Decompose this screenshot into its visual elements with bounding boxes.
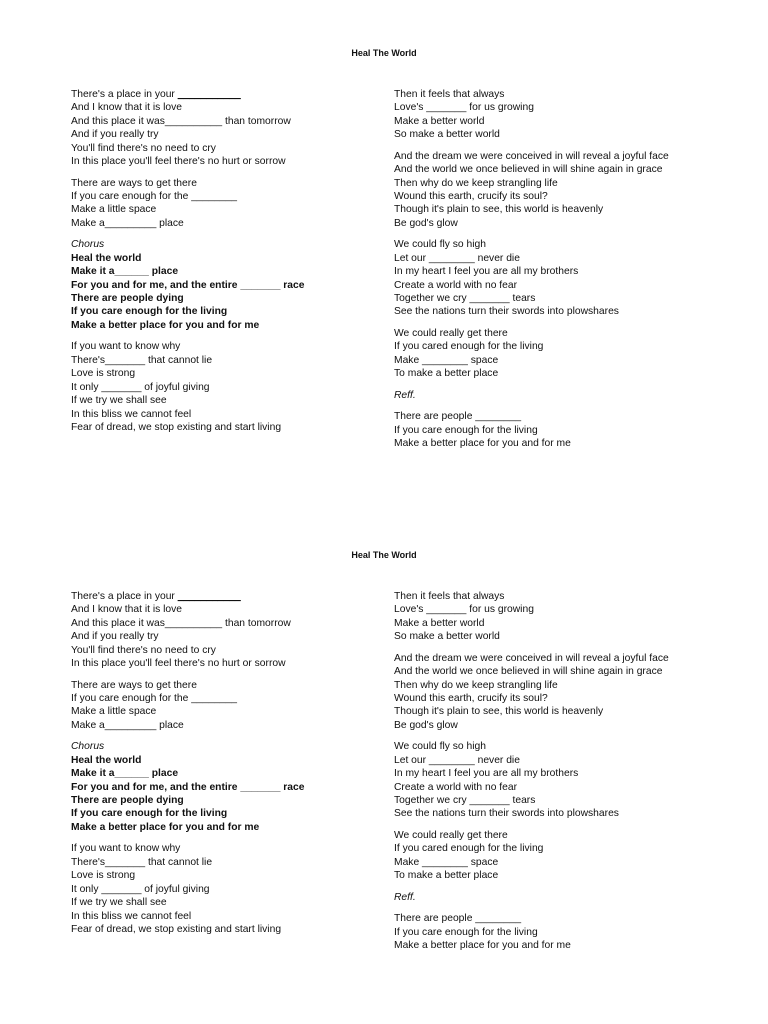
lyric-text: There are people ________ [394, 411, 522, 423]
lyric-text: Then it feels that always [394, 89, 505, 100]
lyric-line [394, 856, 714, 869]
lyric-line [71, 590, 371, 603]
lyric-line [71, 421, 371, 434]
lyric-text: There are ways to get there [71, 177, 197, 189]
lyric-line [394, 754, 714, 767]
worksheet-copy [0, 502, 768, 1002]
lyric-text: Then why do we keep strangling life [394, 177, 558, 189]
lyric-text: Make a better world [394, 617, 485, 629]
lyric-line [71, 279, 371, 292]
stanza [71, 340, 371, 434]
stanza [394, 740, 714, 820]
stanza [71, 238, 371, 332]
lyric-line [394, 781, 714, 794]
lyric-line [71, 644, 371, 657]
lyric-line [71, 381, 371, 394]
lyric-text: If you care enough for the ________ [71, 191, 238, 203]
lyric-line [394, 265, 714, 278]
lyric-line [71, 292, 371, 305]
lyric-text: In this place you'll feel there's no hurt or sorrow [71, 156, 286, 168]
worksheet-copy [0, 0, 768, 500]
lyric-line [394, 630, 714, 643]
lyric-text: Fear of dread, we stop existing and start living [71, 923, 282, 935]
lyric-text: If you care enough for the living [71, 808, 228, 820]
lyric-text: There are ways to get there [71, 679, 197, 691]
lyric-text: Let our ________ never die [394, 252, 520, 264]
lyric-text: If we try we shall see [71, 395, 167, 407]
stanza [71, 590, 371, 670]
lyric-text: Then why do we keep strangling life [394, 679, 558, 691]
lyric-text: Fear of dread, we stop existing and start living [71, 421, 282, 433]
lyric-text: Create a world with no fear [394, 781, 518, 793]
lyric-line [71, 896, 371, 909]
lyric-line [394, 665, 714, 678]
lyric-line [394, 692, 714, 705]
lyric-text: Make ________ space [394, 354, 499, 366]
lyric-line [394, 679, 714, 692]
stanza [394, 150, 714, 230]
stanza [71, 740, 371, 834]
lyric-text: Make it a______ place [71, 768, 179, 780]
lyric-text: Love's _______ for us growing [394, 102, 534, 114]
lyric-text: In this place you'll feel there's no hurt or sorrow [71, 658, 286, 670]
lyric-line [71, 869, 371, 882]
lyric-text: And this place it was__________ than tomorrow [71, 617, 291, 629]
lyric-text: It only _______ of joyful giving [71, 381, 210, 393]
lyric-text: There's_______ that cannot lie [71, 354, 213, 366]
lyric-line [394, 128, 714, 141]
lyric-text: Let our ________ never die [394, 754, 520, 766]
lyric-text: Heal the world [71, 754, 142, 766]
lyric-line [71, 754, 371, 767]
lyric-text: And the dream we were conceived in will reveal a joyful face [394, 652, 669, 664]
stanza [394, 238, 714, 318]
stanza [394, 410, 714, 450]
lyric-line [394, 327, 714, 340]
lyric-text: Make ________ space [394, 856, 499, 868]
lyric-text: If you want to know why [71, 843, 181, 855]
right-lyrics-column [394, 590, 714, 961]
lyric-line [394, 891, 714, 904]
lyric-text: Then it feels that always [394, 591, 505, 602]
lyric-line [71, 821, 371, 834]
lyric-line [71, 719, 371, 732]
lyric-text: Together we cry _______ tears [394, 795, 536, 807]
lyric-text: Love is strong [71, 368, 136, 380]
lyric-text: Make a_________ place [71, 217, 184, 229]
lyric-text: There's a place in your [71, 89, 178, 100]
lyric-line [71, 155, 371, 168]
lyric-line [71, 767, 371, 780]
lyric-line [71, 319, 371, 332]
lyric-line [394, 367, 714, 380]
lyric-text: Together we cry _______ tears [394, 293, 536, 305]
lyric-text: In my heart I feel you are all my brothers [394, 768, 579, 780]
lyric-line [394, 163, 714, 176]
lyric-line [71, 617, 371, 630]
lyric-line [394, 292, 714, 305]
lyric-text: If you cared enough for the living [394, 341, 544, 353]
lyric-text: Make a_________ place [71, 719, 184, 731]
lyric-line [71, 265, 371, 278]
lyric-line [394, 177, 714, 190]
lyric-line [71, 238, 371, 251]
lyric-line [71, 842, 371, 855]
page-title: Heal The World [351, 550, 417, 560]
lyric-line [394, 829, 714, 842]
lyric-line [394, 842, 714, 855]
lyric-line [394, 869, 714, 882]
lyric-text: To make a better place [394, 870, 499, 882]
lyric-text: If you care enough for the living [394, 424, 538, 436]
lyric-line [394, 238, 714, 251]
lyric-text: We could fly so high [394, 741, 486, 753]
stanza [71, 88, 371, 168]
page-title: Heal The World [351, 48, 417, 58]
lyric-text: If you care enough for the living [394, 926, 538, 938]
lyric-text: If we try we shall see [71, 897, 167, 909]
lyric-line [394, 389, 714, 402]
lyric-text: And if you really try [71, 631, 159, 643]
lyric-line [394, 437, 714, 450]
lyric-line [394, 617, 714, 630]
lyric-line [71, 856, 371, 869]
lyric-line [394, 217, 714, 230]
stanza [71, 842, 371, 936]
lyric-line [71, 807, 371, 820]
lyric-line [71, 692, 371, 705]
lyric-text: And if you really try [71, 129, 159, 141]
lyric-text: So make a better world [394, 631, 500, 643]
lyric-line [71, 923, 371, 936]
lyric-line [394, 939, 714, 952]
lyric-line [71, 794, 371, 807]
lyric-line [71, 408, 371, 421]
lyric-text: There's a place in your [71, 591, 178, 602]
lyric-line [394, 424, 714, 437]
lyric-line [71, 740, 371, 753]
stanza [394, 590, 714, 644]
lyric-text: Wound this earth, crucify its soul? [394, 693, 548, 705]
lyric-line [394, 926, 714, 939]
lyric-text: If you care enough for the ________ [71, 693, 238, 705]
lyric-line [394, 279, 714, 292]
lyric-line [71, 115, 371, 128]
lyric-line [71, 679, 371, 692]
lyric-text: There's_______ that cannot lie [71, 856, 213, 868]
lyric-line [71, 128, 371, 141]
lyric-line [71, 883, 371, 896]
lyric-text: Love's _______ for us growing [394, 604, 534, 616]
lyric-line [71, 88, 371, 101]
lyric-line [394, 354, 714, 367]
left-lyrics-column [71, 590, 371, 945]
lyric-text: And the world we once believed in will shine again in grace [394, 164, 663, 176]
lyric-text: Be god's glow [394, 719, 458, 731]
lyric-line [394, 101, 714, 114]
lyric-text: There are people dying [71, 293, 184, 305]
lyric-text: See the nations turn their swords into plowshares [394, 808, 619, 820]
lyric-line [394, 705, 714, 718]
lyric-line [71, 101, 371, 114]
stanza [394, 652, 714, 732]
lyric-text: It only _______ of joyful giving [71, 883, 210, 895]
lyric-text: Create a world with no fear [394, 279, 518, 291]
lyric-line [71, 354, 371, 367]
lyric-line [71, 252, 371, 265]
lyric-text: Reff. [394, 389, 416, 401]
lyric-line [71, 177, 371, 190]
lyric-text: There are people dying [71, 795, 184, 807]
lyric-text: Make a little space [71, 204, 157, 216]
lyric-text: So make a better world [394, 129, 500, 141]
left-lyrics-column [71, 88, 371, 443]
lyric-text: For you and for me, and the entire _______ race [71, 279, 305, 291]
lyric-line [394, 115, 714, 128]
lyric-text: Chorus [71, 239, 105, 251]
lyric-text: We could fly so high [394, 239, 486, 251]
lyric-line [394, 150, 714, 163]
lyric-text: And the world we once believed in will shine again in grace [394, 666, 663, 678]
lyric-text: And I know that it is love [71, 604, 183, 616]
stanza [394, 88, 714, 142]
lyric-text: If you cared enough for the living [394, 843, 544, 855]
lyric-line [71, 367, 371, 380]
lyric-text: Make a better place for you and for me [394, 940, 571, 952]
lyric-line [394, 340, 714, 353]
lyric-line [71, 340, 371, 353]
lyric-text: If you care enough for the living [71, 306, 228, 318]
lyric-text: And this place it was__________ than tomorrow [71, 115, 291, 127]
stanza [394, 327, 714, 381]
lyric-text: Love is strong [71, 870, 136, 882]
lyric-text: In this bliss we cannot feel [71, 408, 192, 420]
lyric-line [394, 410, 714, 423]
lyric-line [71, 190, 371, 203]
lyric-text: Reff. [394, 891, 416, 903]
lyric-text: Make it a______ place [71, 266, 179, 278]
lyric-line [71, 203, 371, 216]
stanza [71, 679, 371, 733]
lyric-line [394, 305, 714, 318]
lyric-text: Chorus [71, 741, 105, 753]
lyric-line [71, 603, 371, 616]
lyric-text: You'll find there's no need to cry [71, 142, 216, 154]
lyric-text: Make a better place for you and for me [394, 438, 571, 450]
lyric-text: Make a better place for you and for me [71, 821, 260, 833]
lyric-text: And I know that it is love [71, 102, 183, 114]
lyric-text: ___________ [177, 591, 241, 602]
lyric-text: There are people ________ [394, 913, 522, 925]
lyric-line [394, 190, 714, 203]
lyric-text: Make a better world [394, 115, 485, 127]
lyric-text: And the dream we were conceived in will reveal a joyful face [394, 150, 669, 162]
lyric-text: If you want to know why [71, 341, 181, 353]
lyric-line [71, 630, 371, 643]
lyric-text: Heal the world [71, 252, 142, 264]
lyric-line [71, 142, 371, 155]
lyric-line [71, 781, 371, 794]
lyric-line [394, 794, 714, 807]
lyric-line [394, 740, 714, 753]
lyric-text: Though it's plain to see, this world is heavenly [394, 204, 604, 216]
lyric-text: We could really get there [394, 830, 508, 842]
lyric-text: In this bliss we cannot feel [71, 910, 192, 922]
stanza [394, 912, 714, 952]
stanza [71, 177, 371, 231]
lyric-line [71, 305, 371, 318]
lyric-text: Wound this earth, crucify its soul? [394, 191, 548, 203]
lyric-line [71, 217, 371, 230]
right-lyrics-column [394, 88, 714, 459]
lyric-line [71, 394, 371, 407]
lyric-line [394, 252, 714, 265]
lyric-text: Be god's glow [394, 217, 458, 229]
lyric-text: Though it's plain to see, this world is heavenly [394, 706, 604, 718]
lyric-line [71, 657, 371, 670]
lyric-text: To make a better place [394, 368, 499, 380]
lyric-text: Make a little space [71, 706, 157, 718]
lyric-line [394, 767, 714, 780]
lyric-line [394, 590, 714, 603]
lyric-line [394, 203, 714, 216]
lyric-line [394, 603, 714, 616]
stanza [394, 389, 714, 402]
stanza [394, 829, 714, 883]
lyric-text: For you and for me, and the entire _______ race [71, 781, 305, 793]
stanza [394, 891, 714, 904]
lyric-line [394, 88, 714, 101]
lyric-text: See the nations turn their swords into plowshares [394, 306, 619, 318]
lyric-line [394, 719, 714, 732]
lyric-line [71, 910, 371, 923]
lyric-line [71, 705, 371, 718]
lyric-text: ___________ [177, 89, 241, 100]
lyric-text: We could really get there [394, 328, 508, 340]
lyric-line [394, 807, 714, 820]
lyric-line [394, 652, 714, 665]
lyric-text: Make a better place for you and for me [71, 319, 260, 331]
lyric-text: You'll find there's no need to cry [71, 644, 216, 656]
lyric-text: In my heart I feel you are all my brothers [394, 266, 579, 278]
lyric-line [394, 912, 714, 925]
